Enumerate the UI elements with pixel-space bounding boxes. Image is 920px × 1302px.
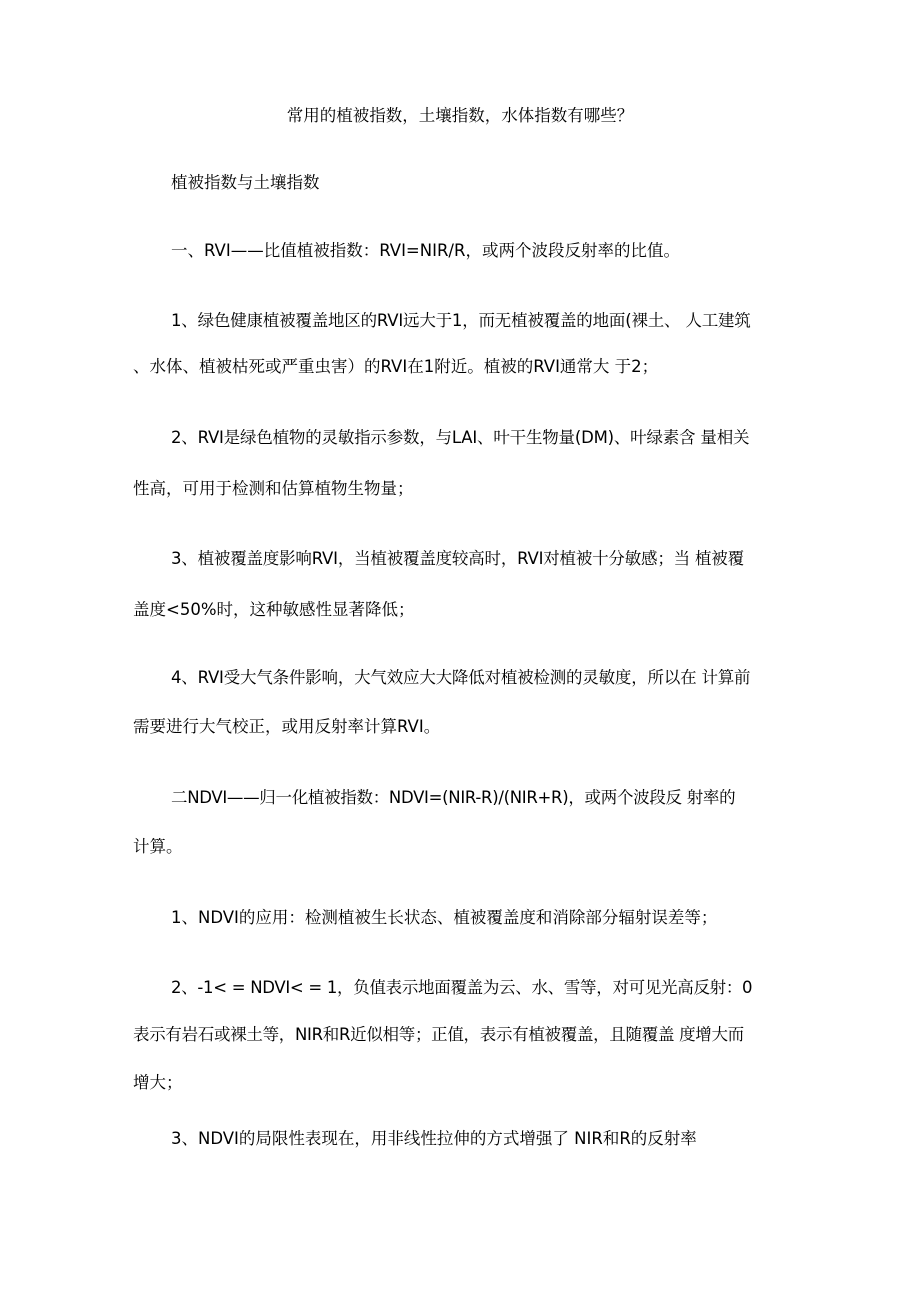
ndvi-point-2-line-1: 2、-1< = NDVI< = 1，负值表示地面覆盖为云、水、雪等，对可见光高反射：0 bbox=[171, 978, 753, 997]
ndvi-heading-line-2: 计算。 bbox=[133, 837, 183, 856]
ndvi-point-2-line-2: 表示有岩石或裸土等，NIR和R近似相等；正值，表示有植被覆盖，且随覆盖 度增大而 bbox=[133, 1025, 744, 1044]
rvi-point-4-line-1: 4、RVI受大气条件影响，大气效应大大降低对植被检测的灵敏度，所以在 计算前 bbox=[171, 668, 751, 687]
rvi-heading: 一、RVI——比值植被指数：RVI=NIR/R，或两个波段反射率的比值。 bbox=[171, 241, 680, 260]
rvi-point-3-line-1: 3、植被覆盖度影响RVI，当植被覆盖度较高时，RVI对植被十分敏感；当 植被覆 bbox=[171, 549, 744, 568]
rvi-point-4-line-2: 需要进行大气校正，或用反射率计算RVI。 bbox=[133, 717, 441, 736]
section-heading: 植被指数与土壤指数 bbox=[171, 173, 320, 192]
ndvi-point-3: 3、NDVI的局限性表现在，用非线性拉伸的方式增强了 NIR和R的反射率 bbox=[171, 1129, 697, 1148]
document-title: 常用的植被指数，土壤指数，水体指数有哪些？ bbox=[286, 106, 634, 125]
ndvi-point-2-line-3: 增大； bbox=[133, 1073, 183, 1092]
ndvi-heading-line-1: 二NDVI——归一化植被指数：NDVI=(NIR-R)/(NIR+R)，或两个波段反 射率的 bbox=[171, 788, 736, 807]
rvi-point-1-line-1: 1、绿色健康植被覆盖地区的RVI远大于1，而无植被覆盖的地面(裸土、 人工建筑 bbox=[171, 311, 751, 330]
rvi-point-1-line-2: 、水体、植被枯死或严重虫害）的RVI在1附近。植被的RVI通常大 于2； bbox=[133, 357, 659, 376]
rvi-point-3-line-2: 盖度<50%时，这种敏感性显著降低； bbox=[133, 600, 415, 619]
rvi-point-2-line-2: 性高，可用于检测和估算植物生物量； bbox=[133, 479, 414, 498]
ndvi-point-1: 1、NDVI的应用：检测植被生长状态、植被覆盖度和消除部分辐射误差等； bbox=[171, 908, 718, 927]
rvi-point-2-line-1: 2、RVI是绿色植物的灵敏指示参数，与LAI、叶干生物量(DM)、叶绿素含 量相关 bbox=[171, 428, 750, 447]
